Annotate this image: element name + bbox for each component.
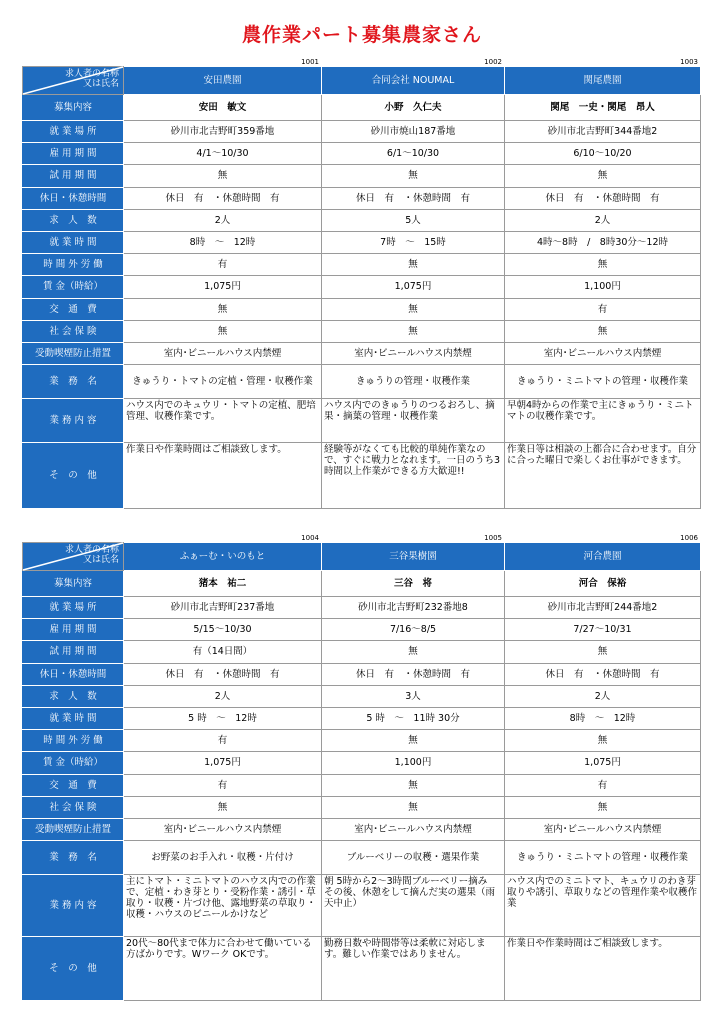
- owner-name: 小野 久仁夫: [322, 95, 505, 121]
- farm-id: 1001: [301, 58, 319, 66]
- row-label-transport: 交 通 費: [23, 774, 124, 796]
- cell-other: 作業日や作業時間はご相談致します。: [505, 937, 701, 1001]
- row-label-wage: 賃 金（時給）: [23, 752, 124, 774]
- row-label-place: 就 業 場 所: [23, 597, 124, 619]
- farm-name: 安田農園: [203, 75, 242, 86]
- row-label-work_detail: 業 務 内 容: [23, 399, 124, 443]
- row-label-holiday: 休日・休憩時間: [23, 187, 124, 209]
- farm-name: 河合農園: [583, 551, 622, 562]
- row-label-insurance: 社 会 保 険: [23, 796, 124, 818]
- cell-place: 砂川市北吉野町232番地8: [322, 597, 505, 619]
- row-label-smoking: 受動喫煙防止措置: [23, 818, 124, 840]
- cell-transport: 無: [322, 774, 505, 796]
- cell-wage: 1,075円: [124, 752, 322, 774]
- cell-transport: 無: [322, 298, 505, 320]
- cell-work_detail: 主にトマト・ミニトマトのハウス内での作業で、定植・わき芽とり・受粉作業・誘引・草取り・収穫・片づけ他、露地野菜の草取り・収穫・ハウスのビニールかけなど: [124, 875, 322, 937]
- row-label-smoking: 受動喫煙防止措置: [23, 342, 124, 364]
- cell-holiday: 休日 有 ・休憩時間 有: [322, 663, 505, 685]
- row-label-overtime: 時 間 外 労 働: [23, 254, 124, 276]
- cell-period: 6/10～10/20: [505, 143, 701, 165]
- cell-work_name: お野菜のお手入れ・収穫・片付け: [124, 841, 322, 875]
- owner-name: 河合 保裕: [505, 571, 701, 597]
- cell-trial: 無: [124, 165, 322, 187]
- farm-id: 1005: [484, 534, 502, 542]
- farm-name-cell: [505, 534, 701, 571]
- cell-insurance: 無: [322, 796, 505, 818]
- row-label-period: 雇 用 期 間: [23, 619, 124, 641]
- header-corner: [23, 543, 124, 571]
- cell-period: 7/27～10/31: [505, 619, 701, 641]
- cell-holiday: 休日 有 ・休憩時間 有: [322, 187, 505, 209]
- row-label-period: 雇 用 期 間: [23, 143, 124, 165]
- row-label-other: そ の 他: [23, 937, 124, 1001]
- owner-name: 関尾 一史・関尾 昂人: [505, 95, 701, 121]
- corner-line1: 求人者の名称: [64, 69, 119, 79]
- farm-name-cell: [322, 534, 505, 571]
- farm-id: 1002: [484, 58, 502, 66]
- cell-smoking: 室内･ビニールハウス内禁煙: [124, 818, 322, 840]
- cell-transport: 有: [505, 298, 701, 320]
- cell-period: 6/1～10/30: [322, 143, 505, 165]
- cell-hours: 8時 ～ 12時: [505, 707, 701, 729]
- corner-line2: 又は氏名: [82, 79, 119, 89]
- farm-name: 三谷果樹園: [389, 551, 437, 562]
- cell-other: 20代～80代まで体力に合わせて働いている方ばかりです。Wワーク OKです。: [124, 937, 322, 1001]
- cell-place: 砂川市焼山187番地: [322, 121, 505, 143]
- cell-insurance: 無: [124, 796, 322, 818]
- cell-overtime: 無: [505, 254, 701, 276]
- cell-count: 2人: [505, 685, 701, 707]
- corner-line1: 求人者の名称: [64, 545, 119, 555]
- cell-overtime: 無: [322, 254, 505, 276]
- cell-transport: 無: [124, 298, 322, 320]
- page-title: 農作業パート募集農家さん: [241, 24, 482, 46]
- cell-count: 2人: [505, 209, 701, 231]
- cell-insurance: 無: [505, 320, 701, 342]
- cell-smoking: 室内･ビニールハウス内禁煙: [505, 342, 701, 364]
- cell-place: 砂川市北吉野町237番地: [124, 597, 322, 619]
- cell-work_name: きゅうりの管理・収穫作業: [322, 365, 505, 399]
- cell-work_detail: 早朝4時からの作業で主にきゅうり・ミニトマトの収穫作業です。: [505, 399, 701, 443]
- cell-holiday: 休日 有 ・休憩時間 有: [505, 663, 701, 685]
- cell-trial: 無: [322, 165, 505, 187]
- cell-work_detail: ハウス内でのキュウリ・トマトの定植、肥培管理、収穫作業です。: [124, 399, 322, 443]
- cell-period: 5/15～10/30: [124, 619, 322, 641]
- farm-name: 関尾農園: [583, 75, 622, 86]
- cell-count: 2人: [124, 209, 322, 231]
- cell-wage: 1,075円: [322, 276, 505, 298]
- row-label-holiday: 休日・休憩時間: [23, 663, 124, 685]
- cell-overtime: 有: [124, 730, 322, 752]
- farm-name: ふぁーむ・いのもと: [179, 551, 266, 562]
- farm-name-cell: [124, 534, 322, 571]
- row-label-hours: 就 業 時 間: [23, 231, 124, 253]
- cell-other: 経験等がなくても比較的単純作業なので、すぐに戦力となれます。一日のうち3時間以上作業ができる方大歓迎!!: [322, 443, 505, 509]
- header-corner: [23, 67, 124, 95]
- cell-smoking: 室内･ビニールハウス内禁煙: [322, 342, 505, 364]
- cell-insurance: 無: [505, 796, 701, 818]
- cell-work_detail: ハウス内でのきゅうりのつるおろし、摘果・摘葉の管理・収穫作業: [322, 399, 505, 443]
- cell-work_name: ブルーベリーの収穫・選果作業: [322, 841, 505, 875]
- farm-name-cell: [322, 58, 505, 95]
- cell-place: 砂川市北吉野町344番地2: [505, 121, 701, 143]
- cell-holiday: 休日 有 ・休憩時間 有: [124, 663, 322, 685]
- cell-place: 砂川市北吉野町359番地: [124, 121, 322, 143]
- cell-smoking: 室内･ビニールハウス内禁煙: [322, 818, 505, 840]
- row-label-wage: 賃 金（時給）: [23, 276, 124, 298]
- farm-name-cell: [124, 58, 322, 95]
- row-label-content: 募集内容: [23, 95, 124, 121]
- cell-hours: 5 時 ～ 11時 30分: [322, 707, 505, 729]
- farm-id: 1006: [680, 534, 698, 542]
- cell-wage: 1,100円: [322, 752, 505, 774]
- cell-holiday: 休日 有 ・休憩時間 有: [124, 187, 322, 209]
- cell-wage: 1,075円: [505, 752, 701, 774]
- row-label-work_name: 業 務 名: [23, 365, 124, 399]
- cell-overtime: 無: [322, 730, 505, 752]
- cell-other: 作業日等は相談の上都合に合わせます。自分に合った曜日で楽しくお仕事ができます。: [505, 443, 701, 509]
- row-label-content: 募集内容: [23, 571, 124, 597]
- row-label-trial: 試 用 期 間: [23, 165, 124, 187]
- cell-trial: 無: [505, 165, 701, 187]
- cell-trial: 有（14日間）: [124, 641, 322, 663]
- cell-hours: 8時 ～ 12時: [124, 231, 322, 253]
- cell-smoking: 室内･ビニールハウス内禁煙: [124, 342, 322, 364]
- cell-period: 7/16～8/5: [322, 619, 505, 641]
- cell-overtime: 無: [505, 730, 701, 752]
- cell-insurance: 無: [322, 320, 505, 342]
- cell-smoking: 室内･ビニールハウス内禁煙: [505, 818, 701, 840]
- row-label-place: 就 業 場 所: [23, 121, 124, 143]
- owner-name: 安田 敏文: [124, 95, 322, 121]
- cell-hours: 5 時 ～ 12時: [124, 707, 322, 729]
- row-label-overtime: 時 間 外 労 働: [23, 730, 124, 752]
- owner-name: 三谷 将: [322, 571, 505, 597]
- cell-overtime: 有: [124, 254, 322, 276]
- cell-count: 5人: [322, 209, 505, 231]
- cell-count: 2人: [124, 685, 322, 707]
- row-label-transport: 交 通 費: [23, 298, 124, 320]
- job-table-2: [22, 534, 701, 1001]
- cell-work_name: きゅうり・トマトの定植・管理・収穫作業: [124, 365, 322, 399]
- row-label-hours: 就 業 時 間: [23, 707, 124, 729]
- cell-other: 作業日や作業時間はご相談致します。: [124, 443, 322, 509]
- cell-insurance: 無: [124, 320, 322, 342]
- farm-name-cell: [505, 58, 701, 95]
- cell-work_detail: ハウス内でのミニトマト、キュウリのわき芽取りや誘引、草取りなどの管理作業や収穫作業: [505, 875, 701, 937]
- cell-work_name: きゅうり・ミニトマトの管理・収穫作業: [505, 365, 701, 399]
- farm-id: 1003: [680, 58, 698, 66]
- cell-hours: 7時 ～ 15時: [322, 231, 505, 253]
- row-label-count: 求 人 数: [23, 209, 124, 231]
- job-table-1: [22, 58, 701, 509]
- cell-wage: 1,075円: [124, 276, 322, 298]
- cell-other: 勤務日数や時間帯等は柔軟に対応します。難しい作業ではありません。: [322, 937, 505, 1001]
- row-label-insurance: 社 会 保 険: [23, 320, 124, 342]
- row-label-work_name: 業 務 名: [23, 841, 124, 875]
- farm-name: 合同会社 NOUMAL: [371, 75, 455, 86]
- cell-holiday: 休日 有 ・休憩時間 有: [505, 187, 701, 209]
- cell-transport: 有: [124, 774, 322, 796]
- cell-work_name: きゅうり・ミニトマトの管理・収穫作業: [505, 841, 701, 875]
- corner-line2: 又は氏名: [82, 555, 119, 565]
- cell-trial: 無: [505, 641, 701, 663]
- row-label-trial: 試 用 期 間: [23, 641, 124, 663]
- cell-trial: 無: [322, 641, 505, 663]
- cell-wage: 1,100円: [505, 276, 701, 298]
- row-label-other: そ の 他: [23, 443, 124, 509]
- owner-name: 猪本 祐二: [124, 571, 322, 597]
- cell-count: 3人: [322, 685, 505, 707]
- row-label-work_detail: 業 務 内 容: [23, 875, 124, 937]
- farm-id: 1004: [301, 534, 319, 542]
- cell-hours: 4時～8時 / 8時30分～12時: [505, 231, 701, 253]
- cell-work_detail: 朝 5時から2～3時間ブルーベリー摘み その後、休憩をして摘んだ実の選果（雨天中止）: [322, 875, 505, 937]
- cell-transport: 有: [505, 774, 701, 796]
- cell-place: 砂川市北吉野町244番地2: [505, 597, 701, 619]
- cell-period: 4/1～10/30: [124, 143, 322, 165]
- row-label-count: 求 人 数: [23, 685, 124, 707]
